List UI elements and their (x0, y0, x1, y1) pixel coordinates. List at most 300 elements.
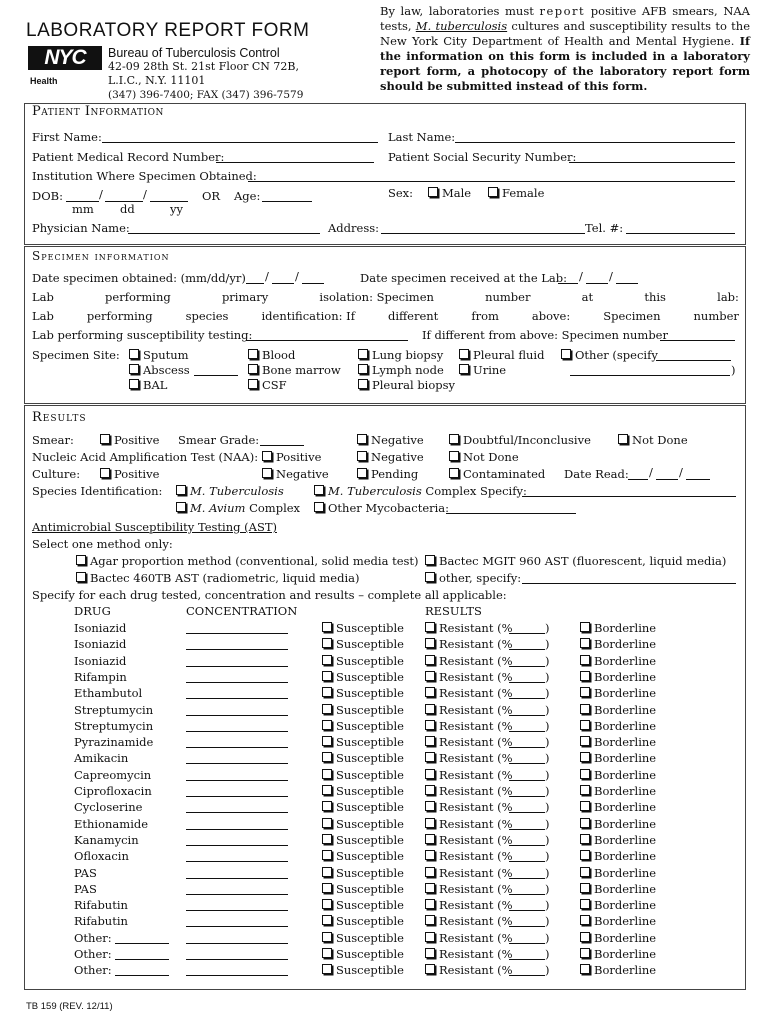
naa-negative[interactable]: Negative (357, 450, 424, 464)
tel-field[interactable] (626, 221, 735, 234)
susceptible-checkbox[interactable] (322, 687, 332, 697)
concentration-field[interactable] (186, 768, 288, 781)
concentration-field[interactable] (186, 849, 288, 862)
method-mgit[interactable]: Bactec MGIT 960 AST (fluorescent, liquid media) (425, 554, 726, 568)
resistant-option[interactable]: Resistant (% (425, 784, 513, 798)
resistant-option[interactable]: Resistant (% (425, 621, 513, 635)
resistant-close-paren: ) (545, 866, 550, 880)
resistant-option[interactable]: Resistant (% (425, 751, 513, 765)
resistant-checkbox[interactable] (425, 655, 435, 665)
resistant-checkbox[interactable] (425, 785, 435, 795)
concentration-field[interactable] (186, 621, 288, 634)
site-urine[interactable]: Urine (459, 363, 506, 377)
resistant-percent-field[interactable] (509, 898, 545, 911)
borderline-checkbox[interactable] (580, 801, 590, 811)
resistant-checkbox[interactable] (425, 818, 435, 828)
borderline-checkbox[interactable] (580, 752, 590, 762)
concentration-field[interactable] (186, 719, 288, 732)
resistant-percent-field[interactable] (509, 817, 545, 830)
susceptible-checkbox[interactable] (322, 850, 332, 860)
mtb-complex-specify-field[interactable] (522, 484, 736, 497)
resistant-checkbox[interactable] (425, 801, 435, 811)
resistant-percent-field[interactable] (509, 768, 545, 781)
resistant-close-paren: ) (545, 670, 550, 684)
resistant-option[interactable]: Resistant (% (425, 817, 513, 831)
borderline-option[interactable]: Borderline (580, 914, 656, 928)
susceptible-option[interactable]: Susceptible (322, 621, 404, 635)
resistant-close-paren: ) (545, 784, 550, 798)
susceptible-option[interactable]: Susceptible (322, 817, 404, 831)
concentration-field[interactable] (186, 947, 288, 960)
concentration-field[interactable] (186, 817, 288, 830)
resistant-checkbox[interactable] (425, 752, 435, 762)
other-method-field[interactable] (522, 571, 736, 584)
resistant-option[interactable]: Resistant (% (425, 703, 513, 717)
dob-day-field[interactable] (105, 189, 143, 202)
site-pleural-biopsy[interactable]: Pleural biopsy (358, 378, 455, 392)
naa-not-done[interactable]: Not Done (449, 450, 519, 464)
susceptible-option[interactable]: Susceptible (322, 751, 404, 765)
susceptibility-lab-label: Lab performing susceptibility testing: (32, 328, 253, 342)
susceptible-option[interactable]: Susceptible (322, 914, 404, 928)
resistant-option[interactable]: Resistant (% (425, 866, 513, 880)
pleural-biopsy-checkbox[interactable] (358, 379, 368, 389)
drug-name: Other: (74, 963, 112, 977)
agar-checkbox[interactable] (76, 555, 86, 565)
bone-marrow-checkbox[interactable] (248, 364, 258, 374)
naa-positive-checkbox[interactable] (262, 451, 272, 461)
susceptible-option[interactable]: Susceptible (322, 670, 404, 684)
susceptible-checkbox[interactable] (322, 801, 332, 811)
mavium-checkbox[interactable] (176, 502, 186, 512)
borderline-option[interactable]: Borderline (580, 849, 656, 863)
resistant-checkbox[interactable] (425, 736, 435, 746)
susceptible-checkbox[interactable] (322, 704, 332, 714)
date-obtained-mm[interactable] (246, 271, 264, 284)
resistant-percent-field[interactable] (509, 637, 545, 650)
resistant-checkbox[interactable] (425, 769, 435, 779)
susceptible-option[interactable]: Susceptible (322, 719, 404, 733)
culture-contaminated-checkbox[interactable] (449, 468, 459, 478)
resistant-percent-field[interactable] (509, 833, 545, 846)
drug-name: Amikacin (74, 751, 129, 765)
other-site-field-1[interactable] (656, 348, 731, 361)
resistant-option[interactable]: Resistant (% (425, 768, 513, 782)
resistant-option[interactable]: Resistant (% (425, 882, 513, 896)
borderline-option[interactable]: Borderline (580, 719, 656, 733)
yy-hint: yy (170, 202, 183, 216)
sex-male-option[interactable]: Male (428, 186, 471, 200)
site-lung-biopsy[interactable]: Lung biopsy (358, 348, 443, 362)
susceptible-option[interactable]: Susceptible (322, 963, 404, 977)
borderline-checkbox[interactable] (580, 818, 590, 828)
other-myco-field[interactable] (446, 501, 576, 514)
susceptible-checkbox[interactable] (322, 915, 332, 925)
borderline-option[interactable]: Borderline (580, 703, 656, 717)
borderline-checkbox[interactable] (580, 867, 590, 877)
concentration-field[interactable] (186, 654, 288, 667)
resistant-percent-field[interactable] (509, 654, 545, 667)
date-read-mm[interactable] (628, 467, 648, 480)
borderline-checkbox[interactable] (580, 834, 590, 844)
resistant-option[interactable]: Resistant (% (425, 686, 513, 700)
sputum-checkbox[interactable] (129, 349, 139, 359)
site-bone-marrow[interactable]: Bone marrow (248, 363, 341, 377)
resistant-percent-field[interactable] (509, 751, 545, 764)
borderline-checkbox[interactable] (580, 850, 590, 860)
smear-not-done-checkbox[interactable] (618, 434, 628, 444)
date-read-label: Date Read: (564, 467, 629, 481)
resistant-checkbox[interactable] (425, 671, 435, 681)
resistant-percent-field[interactable] (509, 800, 545, 813)
other-drug-name-field[interactable] (115, 947, 169, 960)
mtb-complex-checkbox[interactable] (314, 485, 324, 495)
susceptible-checkbox[interactable] (322, 834, 332, 844)
concentration-field[interactable] (186, 735, 288, 748)
mrn-label: Patient Medical Record Number: (32, 150, 225, 164)
resistant-checkbox[interactable] (425, 899, 435, 909)
susceptible-option[interactable]: Susceptible (322, 686, 404, 700)
resistant-checkbox[interactable] (425, 867, 435, 877)
resistant-option[interactable]: Resistant (% (425, 898, 513, 912)
susceptible-option[interactable]: Susceptible (322, 703, 404, 717)
institution-field[interactable] (248, 169, 735, 182)
borderline-checkbox[interactable] (580, 883, 590, 893)
site-abscess[interactable]: Abscess (129, 363, 190, 377)
resistant-percent-field[interactable] (509, 914, 545, 927)
borderline-checkbox[interactable] (580, 687, 590, 697)
susceptible-checkbox[interactable] (322, 769, 332, 779)
mtb-checkbox[interactable] (176, 485, 186, 495)
bal-checkbox[interactable] (129, 379, 139, 389)
specimen-number-field[interactable] (660, 328, 735, 341)
ssn-label: Patient Social Security Number: (388, 150, 577, 164)
borderline-checkbox[interactable] (580, 769, 590, 779)
naa-label: Nucleic Acid Amplification Test (NAA): (32, 450, 259, 464)
naa-positive[interactable]: Positive (262, 450, 321, 464)
naa-not-done-checkbox[interactable] (449, 451, 459, 461)
resistant-percent-field[interactable] (509, 866, 545, 879)
resistant-percent-field[interactable] (509, 719, 545, 732)
susceptible-option[interactable]: Susceptible (322, 931, 404, 945)
borderline-option[interactable]: Borderline (580, 947, 656, 961)
mrn-field[interactable] (216, 150, 374, 163)
physician-field[interactable] (128, 221, 320, 234)
smear-doubtful[interactable]: Doubtful/Inconclusive (449, 433, 591, 447)
site-blood[interactable]: Blood (248, 348, 295, 362)
susceptible-option[interactable]: Susceptible (322, 735, 404, 749)
borderline-option[interactable]: Borderline (580, 931, 656, 945)
susceptible-option[interactable]: Susceptible (322, 784, 404, 798)
method-bactec460[interactable]: Bactec 460TB AST (radiometric, liquid media) (76, 571, 359, 585)
resistant-option[interactable]: Resistant (% (425, 914, 513, 928)
borderline-checkbox[interactable] (580, 785, 590, 795)
resistant-percent-field[interactable] (509, 947, 545, 960)
resistant-checkbox[interactable] (425, 834, 435, 844)
borderline-option[interactable]: Borderline (580, 882, 656, 896)
susceptible-option[interactable]: Susceptible (322, 866, 404, 880)
susceptible-checkbox[interactable] (322, 720, 332, 730)
resistant-option[interactable]: Resistant (% (425, 800, 513, 814)
concentration-field[interactable] (186, 898, 288, 911)
resistant-option[interactable]: Resistant (% (425, 719, 513, 733)
susceptible-checkbox[interactable] (322, 867, 332, 877)
resistant-percent-field[interactable] (509, 882, 545, 895)
lung-biopsy-checkbox[interactable] (358, 349, 368, 359)
resistant-percent-field[interactable] (509, 703, 545, 716)
resistant-option[interactable]: Resistant (% (425, 637, 513, 651)
borderline-option[interactable]: Borderline (580, 751, 656, 765)
culture-pending-checkbox[interactable] (357, 468, 367, 478)
borderline-option[interactable]: Borderline (580, 898, 656, 912)
concentration-field[interactable] (186, 882, 288, 895)
resistant-checkbox[interactable] (425, 720, 435, 730)
first-name-field[interactable] (102, 130, 378, 143)
borderline-option[interactable]: Borderline (580, 686, 656, 700)
resistant-checkbox[interactable] (425, 932, 435, 942)
resistant-percent-field[interactable] (509, 670, 545, 683)
resistant-percent-field[interactable] (509, 735, 545, 748)
date-received-dd[interactable] (586, 271, 608, 284)
resistant-close-paren: ) (545, 963, 550, 977)
date-received-mm[interactable] (558, 271, 578, 284)
smear-negative[interactable]: Negative (357, 433, 424, 447)
pleural-fluid-checkbox[interactable] (459, 349, 469, 359)
other-myco-checkbox[interactable] (314, 502, 324, 512)
concentration-field[interactable] (186, 963, 288, 976)
susceptible-checkbox[interactable] (322, 638, 332, 648)
other-drug-name-field[interactable] (115, 931, 169, 944)
culture-negative-checkbox[interactable] (262, 468, 272, 478)
borderline-checkbox[interactable] (580, 671, 590, 681)
susceptible-checkbox[interactable] (322, 785, 332, 795)
resistant-percent-field[interactable] (509, 784, 545, 797)
other-site-checkbox[interactable] (561, 349, 571, 359)
borderline-option[interactable]: Borderline (580, 800, 656, 814)
borderline-checkbox[interactable] (580, 736, 590, 746)
date-read-yy[interactable] (686, 467, 710, 480)
borderline-option[interactable]: Borderline (580, 654, 656, 668)
resistant-option[interactable]: Resistant (% (425, 963, 513, 977)
species-other-myco[interactable]: Other Mycobacteria: (314, 501, 449, 515)
mgit-checkbox[interactable] (425, 555, 435, 565)
susceptible-option[interactable]: Susceptible (322, 654, 404, 668)
resistant-option[interactable]: Resistant (% (425, 654, 513, 668)
borderline-checkbox[interactable] (580, 638, 590, 648)
borderline-option[interactable]: Borderline (580, 866, 656, 880)
ssn-field[interactable] (569, 150, 735, 163)
concentration-field[interactable] (186, 931, 288, 944)
concentration-field[interactable] (186, 914, 288, 927)
borderline-option[interactable]: Borderline (580, 768, 656, 782)
resistant-checkbox[interactable] (425, 883, 435, 893)
naa-negative-checkbox[interactable] (357, 451, 367, 461)
drug-name: Other: (74, 931, 112, 945)
susceptible-option[interactable]: Susceptible (322, 833, 404, 847)
borderline-checkbox[interactable] (580, 704, 590, 714)
culture-contaminated[interactable]: Contaminated (449, 467, 545, 481)
borderline-option[interactable]: Borderline (580, 963, 656, 977)
susceptible-checkbox[interactable] (322, 736, 332, 746)
concentration-field[interactable] (186, 703, 288, 716)
specify-each-instruction: Specify for each drug tested, concentration and results – complete all applicable: (32, 588, 507, 602)
concentration-field[interactable] (186, 866, 288, 879)
culture-positive[interactable]: Positive (100, 467, 159, 481)
urine-checkbox[interactable] (459, 364, 469, 374)
date-obtained-dd[interactable] (272, 271, 294, 284)
results-section-title: Results (32, 410, 87, 425)
resistant-checkbox[interactable] (425, 704, 435, 714)
smear-not-done[interactable]: Not Done (618, 433, 688, 447)
culture-negative[interactable]: Negative (262, 467, 329, 481)
address-field[interactable] (381, 221, 585, 234)
susceptible-checkbox[interactable] (322, 899, 332, 909)
species-mtb[interactable]: M. Tuberculosis (176, 484, 284, 498)
abscess-field[interactable] (194, 363, 238, 376)
smear-grade-label: Smear Grade: (178, 433, 260, 447)
resistant-checkbox[interactable] (425, 687, 435, 697)
borderline-checkbox[interactable] (580, 655, 590, 665)
susceptible-option[interactable]: Susceptible (322, 849, 404, 863)
culture-pending[interactable]: Pending (357, 467, 418, 481)
patient-section-title: Patient Information (32, 104, 164, 119)
borderline-checkbox[interactable] (580, 915, 590, 925)
smear-positive[interactable]: Positive (100, 433, 159, 447)
borderline-checkbox[interactable] (580, 899, 590, 909)
species-mtb-complex[interactable]: M. Tuberculosis Complex Specify: (314, 484, 527, 498)
susceptible-option[interactable]: Susceptible (322, 882, 404, 896)
borderline-option[interactable]: Borderline (580, 637, 656, 651)
borderline-checkbox[interactable] (580, 948, 590, 958)
abscess-checkbox[interactable] (129, 364, 139, 374)
site-csf[interactable]: CSF (248, 378, 287, 392)
susceptible-checkbox[interactable] (322, 883, 332, 893)
resistant-checkbox[interactable] (425, 850, 435, 860)
borderline-option[interactable]: Borderline (580, 735, 656, 749)
susceptible-option[interactable]: Susceptible (322, 947, 404, 961)
resistant-percent-field[interactable] (509, 849, 545, 862)
concentration-field[interactable] (186, 637, 288, 650)
susceptible-option[interactable]: Susceptible (322, 898, 404, 912)
concentration-field[interactable] (186, 833, 288, 846)
resistant-close-paren: ) (545, 800, 550, 814)
resistant-checkbox[interactable] (425, 622, 435, 632)
site-lymph-node[interactable]: Lymph node (358, 363, 444, 377)
borderline-checkbox[interactable] (580, 720, 590, 730)
date-received-yy[interactable] (616, 271, 638, 284)
resistant-option[interactable]: Resistant (% (425, 670, 513, 684)
dob-month-field[interactable] (66, 189, 99, 202)
csf-checkbox[interactable] (248, 379, 258, 389)
dob-label: DOB: (32, 189, 63, 203)
concentration-field[interactable] (186, 784, 288, 797)
susceptible-checkbox[interactable] (322, 818, 332, 828)
other-drug-name-field[interactable] (115, 963, 169, 976)
species-mavium[interactable]: M. Avium Complex (176, 501, 300, 515)
susceptible-checkbox[interactable] (322, 964, 332, 974)
susceptible-option[interactable]: Susceptible (322, 800, 404, 814)
blood-checkbox[interactable] (248, 349, 258, 359)
logo-mark: NYC (28, 46, 102, 70)
concentration-field[interactable] (186, 800, 288, 813)
culture-positive-checkbox[interactable] (100, 468, 110, 478)
resistant-percent-field[interactable] (509, 963, 545, 976)
susceptible-checkbox[interactable] (322, 671, 332, 681)
site-pleural-fluid[interactable]: Pleural fluid (459, 348, 544, 362)
site-bal[interactable]: BAL (129, 378, 167, 392)
borderline-checkbox[interactable] (580, 622, 590, 632)
resistant-percent-field[interactable] (509, 686, 545, 699)
smear-positive-checkbox[interactable] (100, 434, 110, 444)
resistant-close-paren: ) (545, 768, 550, 782)
smear-grade-field[interactable] (260, 433, 304, 446)
borderline-option[interactable]: Borderline (580, 817, 656, 831)
borderline-option[interactable]: Borderline (580, 784, 656, 798)
resistant-option[interactable]: Resistant (% (425, 833, 513, 847)
borderline-checkbox[interactable] (580, 932, 590, 942)
resistant-percent-field[interactable] (509, 931, 545, 944)
resistant-option[interactable]: Resistant (% (425, 947, 513, 961)
susceptible-checkbox[interactable] (322, 932, 332, 942)
date-read-dd[interactable] (656, 467, 678, 480)
dd-hint: dd (120, 202, 135, 216)
borderline-option[interactable]: Borderline (580, 621, 656, 635)
resistant-option[interactable]: Resistant (% (425, 849, 513, 863)
resistant-checkbox[interactable] (425, 948, 435, 958)
borderline-option[interactable]: Borderline (580, 833, 656, 847)
susceptible-checkbox[interactable] (322, 752, 332, 762)
resistant-checkbox[interactable] (425, 964, 435, 974)
resistant-checkbox[interactable] (425, 638, 435, 648)
smear-negative-checkbox[interactable] (357, 434, 367, 444)
site-sputum[interactable]: Sputum (129, 348, 189, 362)
concentration-field[interactable] (186, 670, 288, 683)
sex-female-option[interactable]: Female (488, 186, 544, 200)
concentration-field[interactable] (186, 751, 288, 764)
age-field[interactable] (262, 189, 312, 202)
method-agar[interactable]: Agar proportion method (conventional, solid media test) (76, 554, 419, 568)
susceptible-checkbox[interactable] (322, 622, 332, 632)
susceptible-option[interactable]: Susceptible (322, 637, 404, 651)
borderline-option[interactable]: Borderline (580, 670, 656, 684)
resistant-checkbox[interactable] (425, 915, 435, 925)
resistant-close-paren: ) (545, 719, 550, 733)
other-method-checkbox[interactable] (425, 572, 435, 582)
susceptibility-lab-field[interactable] (246, 328, 408, 341)
concentration-field[interactable] (186, 686, 288, 699)
susceptible-checkbox[interactable] (322, 948, 332, 958)
method-other[interactable]: other, specify: (425, 571, 521, 585)
borderline-checkbox[interactable] (580, 964, 590, 974)
resistant-close-paren: ) (545, 931, 550, 945)
lymph-node-checkbox[interactable] (358, 364, 368, 374)
date-obtained-yy[interactable] (302, 271, 324, 284)
bactec460-checkbox[interactable] (76, 572, 86, 582)
smear-doubtful-checkbox[interactable] (449, 434, 459, 444)
susceptible-checkbox[interactable] (322, 655, 332, 665)
other-site-field-2[interactable] (570, 363, 730, 376)
resistant-option[interactable]: Resistant (% (425, 931, 513, 945)
male-checkbox[interactable] (428, 187, 438, 197)
last-name-field[interactable] (455, 130, 735, 143)
institution-label: Institution Where Specimen Obtained: (32, 169, 257, 183)
site-other[interactable]: Other (specify (561, 348, 658, 362)
resistant-option[interactable]: Resistant (% (425, 735, 513, 749)
susceptible-option[interactable]: Susceptible (322, 768, 404, 782)
resistant-percent-field[interactable] (509, 621, 545, 634)
dob-year-field[interactable] (150, 189, 188, 202)
female-checkbox[interactable] (488, 187, 498, 197)
